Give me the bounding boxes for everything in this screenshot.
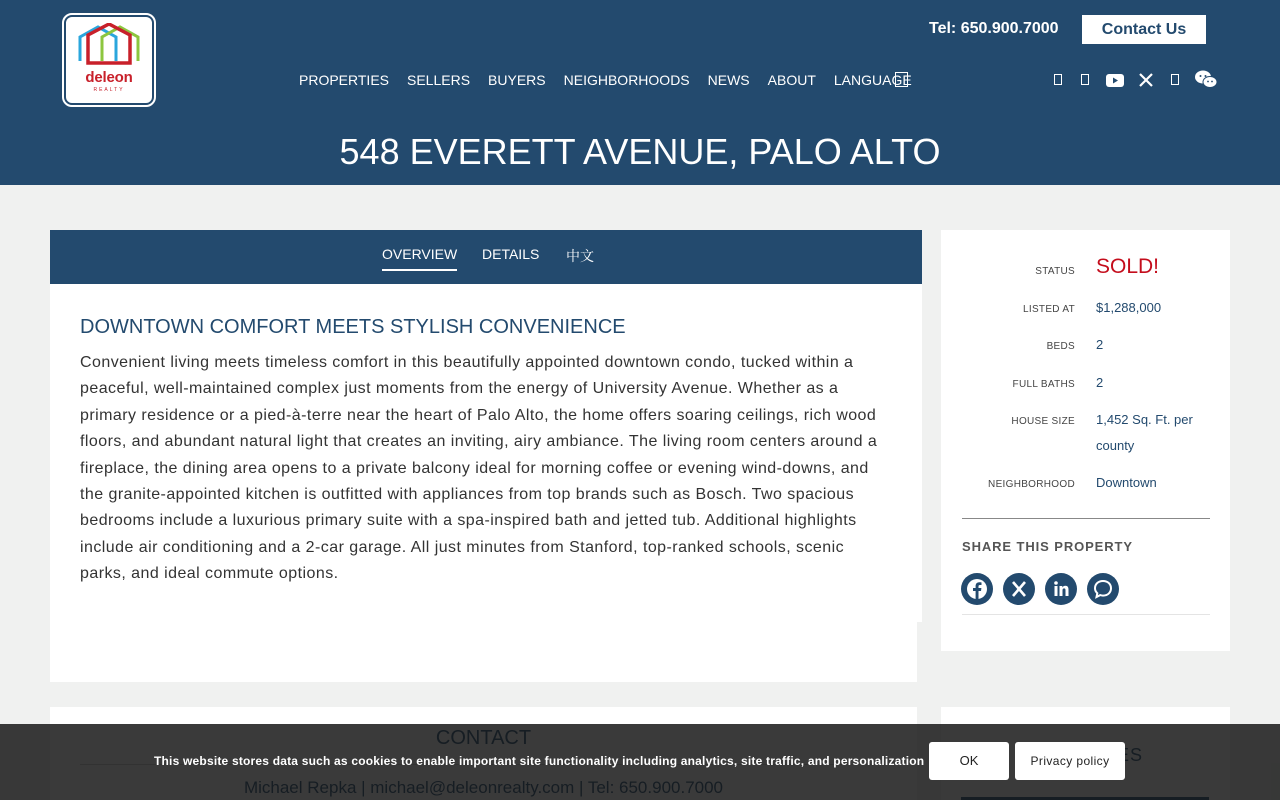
- divider: [962, 614, 1210, 615]
- facebook-icon: [961, 573, 993, 605]
- facebook-icon[interactable]: [1054, 74, 1062, 85]
- share-linkedin-button[interactable]: [1045, 573, 1077, 605]
- cookie-banner: [0, 724, 1280, 800]
- nav-sellers[interactable]: SELLERS: [407, 72, 471, 88]
- site-header: [0, 0, 1280, 185]
- tab-details[interactable]: DETAILS: [482, 246, 540, 262]
- house-logo-icon: [76, 23, 142, 67]
- property-facts-card: [941, 230, 1230, 651]
- x-icon: [1003, 573, 1035, 605]
- nav-news[interactable]: NEWS: [707, 72, 750, 88]
- card-edge: [917, 622, 922, 682]
- overview-description: Convenient living meets timeless comfort in this beautifully appointed downtown condo, tucked within a peaceful, well-maintained complex just moments from the energy of University Avenue. Whether as a primary residence or a pied-à-terre near the heart of Palo Alto, the home offers soaring ceilings, rich wood floors, and abundant natural light that creates an inviting, airy ambiance. The living room centers around a fireplace, the dining area opens to a private balcony ideal for morning coffee or evening wind-downs, and the granite-appointed kitchen is outfitted with appliances from top brands such as Bosch. Two spacious bedrooms include a luxurious primary suite with a spa-inspired bath and jetted tub. Additional highlights include air conditioning and a 2-car garage. All just minutes from Stanford, top-ranked schools, scenic parks, and ideal commute options.: [80, 354, 878, 583]
- logo-wordmark: deleon: [85, 69, 133, 86]
- header-phone[interactable]: Tel: 650.900.7000: [929, 20, 1059, 37]
- privacy-policy-button[interactable]: Privacy policy: [1015, 742, 1125, 780]
- beds-value: 2: [1096, 337, 1104, 352]
- beds-label: BEDS: [1046, 341, 1075, 352]
- baths-label: FULL BATHS: [1012, 379, 1075, 390]
- nav-about[interactable]: ABOUT: [767, 72, 816, 88]
- house-size-value: 1,452 Sq. Ft. per county: [1096, 412, 1193, 453]
- instagram-icon[interactable]: [1081, 74, 1089, 85]
- search-icon[interactable]: [895, 72, 908, 87]
- neighborhood-label: NEIGHBORHOOD: [988, 479, 1075, 490]
- cookie-ok-button[interactable]: OK: [929, 742, 1009, 780]
- contact-us-button[interactable]: Contact Us: [1082, 15, 1206, 44]
- status-label: STATUS: [1035, 266, 1075, 277]
- cookie-message: This website stores data such as cookies to enable important site functionality including analytics, site traffic, and personalization: [154, 754, 925, 768]
- youtube-icon[interactable]: [1106, 74, 1124, 87]
- share-title: SHARE THIS PROPERTY: [962, 539, 1133, 554]
- message-icon: [1087, 573, 1119, 605]
- deleon-realty-logo[interactable]: [64, 15, 154, 105]
- wechat-icon[interactable]: [1195, 70, 1217, 89]
- share-x-button[interactable]: [1003, 573, 1035, 605]
- baths-value: 2: [1096, 375, 1104, 390]
- overview-card: [50, 230, 922, 682]
- nav-neighborhoods[interactable]: NEIGHBORHOODS: [563, 72, 690, 88]
- nav-properties[interactable]: PROPERTIES: [299, 72, 389, 88]
- overview-headline: DOWNTOWN COMFORT MEETS STYLISH CONVENIENCE: [80, 316, 626, 338]
- logo-subtitle: REALTY: [93, 87, 125, 93]
- status-badge: SOLD!: [1096, 255, 1160, 278]
- divider: [962, 518, 1210, 519]
- share-message-button[interactable]: [1087, 573, 1119, 605]
- share-facebook-button[interactable]: [961, 573, 993, 605]
- page-title: 548 EVERETT AVENUE, PALO ALTO: [339, 131, 941, 172]
- linkedin-icon: [1045, 573, 1077, 605]
- property-tabs: [50, 230, 922, 284]
- house-size-label: HOUSE SIZE: [1011, 416, 1075, 427]
- tab-chinese[interactable]: 中文: [566, 248, 594, 264]
- listed-at-value: $1,288,000: [1096, 300, 1162, 315]
- main-nav: [299, 72, 930, 88]
- linkedin-icon[interactable]: [1171, 74, 1179, 85]
- neighborhood-link[interactable]: Downtown: [1096, 475, 1157, 490]
- nav-language[interactable]: LANGUAGE: [833, 72, 912, 88]
- x-icon[interactable]: [1139, 73, 1153, 87]
- listed-at-label: LISTED AT: [1023, 304, 1075, 315]
- tab-overview[interactable]: OVERVIEW: [382, 246, 457, 271]
- nav-buyers[interactable]: BUYERS: [488, 72, 546, 88]
